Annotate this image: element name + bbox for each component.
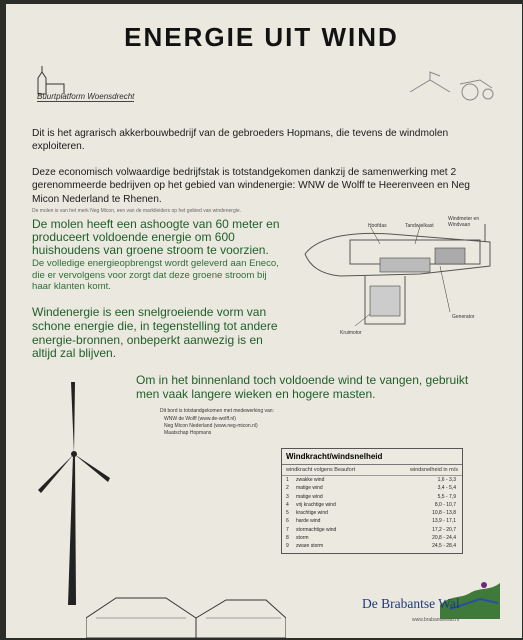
label-tandwielkast: Tandwielkast (405, 223, 434, 229)
table-cell-s: 5,5 - 7,9 (437, 493, 456, 500)
label-hoofdas: Hoofdas (368, 223, 387, 229)
green-subtext: De volledige energieopbrengst wordt geleverd aan Eneco, die er vervolgens voor zorgt dat deze groene stroom bij haar klanten komt. (32, 258, 279, 292)
brand-name: De Brabantse Wal (362, 596, 460, 611)
credit-item: WNW de Wolff (www.de-wolff.nl) (164, 416, 236, 422)
table-row (282, 517, 462, 525)
intro-paragraph-2: Deze economisch volwaardige bedrijfstak is totstandgekomen dankzij de samenwerking met 2 gerenommeerde bedrijven op het gebied van windenergie: WNW de Wolff te Heerenveen en Neg Micon Nederland te Rhenen. (32, 167, 470, 205)
small-note: De molen is van het merk Neg Micon, een van de marktleiders op het gebied van windenergie. (32, 208, 242, 214)
credit-item: Maatschap Hopmans (164, 430, 212, 436)
table-row (282, 534, 462, 542)
label-windmeter: Windmeter en Windvaan (448, 216, 480, 228)
table-cell-d: storm (296, 535, 309, 542)
brand-url: www.brabantsewal.nl (412, 617, 459, 623)
table-cell-n: 8 (286, 535, 289, 542)
table-title: Windkracht/windsnelheid (282, 449, 462, 465)
table-row (282, 501, 462, 509)
table-cell-d: harde wind (296, 518, 321, 525)
table-cell-d: vrij krachtige wind (296, 501, 336, 508)
table-col-left: windkracht volgens Beaufort (286, 467, 356, 473)
table-cell-s: 17,2 - 20,7 (432, 526, 456, 533)
table-cell-n: 4 (286, 501, 289, 508)
table-body (282, 476, 462, 551)
farm-sketch-icon (400, 62, 500, 106)
table-row (282, 476, 462, 484)
table-cell-n: 2 (286, 485, 289, 492)
table-cell-d: matige wind (296, 493, 323, 500)
green-heading: De molen heeft een ashoogte van 60 meter en produceert voldoende energie om 600 huishoudens van groene stroom te voorzien. (32, 217, 280, 257)
credit-item: Neg Micon Nederland (www.neg-micon.nl) (164, 423, 258, 429)
sign-title: ENERGIE UIT WIND (124, 22, 399, 52)
table-cell-s: 8,0 - 10,7 (434, 501, 456, 508)
table-row (282, 509, 462, 517)
label-generator: Generator (452, 314, 475, 320)
table-cell-n: 1 (286, 477, 289, 483)
table-cell-s: 13,9 - 17,1 (432, 518, 456, 525)
beaufort-table (281, 448, 463, 554)
intro-paragraph-1: Dit is het agrarisch akkerbouwbedrijf van de gebroeders Hopmans, die tevens de windmolen exploiteren. (32, 128, 449, 153)
table-cell-s: 24,5 - 28,4 (432, 543, 456, 550)
logo-text: Buurtplatform Woensdrecht (37, 92, 135, 101)
table-cell-n: 3 (286, 493, 289, 500)
table-cell-s: 1,6 - 3,3 (437, 477, 456, 483)
table-row (282, 484, 462, 492)
table-cell-n: 9 (286, 543, 289, 550)
table-cell-s: 10,8 - 13,8 (432, 510, 456, 517)
table-header (282, 465, 462, 476)
table-col-right: windsnelheid in m/s (410, 467, 458, 473)
table-cell-d: zwakke wind (296, 477, 325, 483)
label-kruimotor: Kruimotor (340, 330, 362, 336)
table-cell-d: stormachtige wind (296, 526, 337, 533)
table-cell-d: krachtige wind (296, 510, 328, 517)
table-row (282, 526, 462, 534)
farm-buildings-icon (86, 588, 286, 638)
table-cell-s: 20,8 - 24,4 (432, 535, 456, 542)
inland-paragraph: Om in het binnenland toch voldoende wind te vangen, gebruikt men vaak langere wieken en hogere masten. (136, 373, 469, 401)
table-row (282, 542, 462, 550)
table-cell-n: 5 (286, 510, 289, 517)
table-cell-s: 3,4 - 5,4 (437, 485, 456, 492)
table-row (282, 493, 462, 501)
table-cell-d: matige wind (296, 485, 323, 492)
wind-turbine-icon (30, 380, 120, 610)
wind-energy-paragraph: Windenergie is een snelgroeiende vorm van schone energie die, in tegenstelling tot andere energie-bronnen, onbeperkt aanwezig is en altijd zal blijven. (32, 305, 278, 361)
table-cell-d: zware storm (296, 543, 324, 550)
table-cell-n: 7 (286, 526, 289, 533)
table-cell-n: 6 (286, 518, 289, 525)
credits-heading: Dit bord is totstandgekomen met medewerking van: (160, 408, 274, 414)
